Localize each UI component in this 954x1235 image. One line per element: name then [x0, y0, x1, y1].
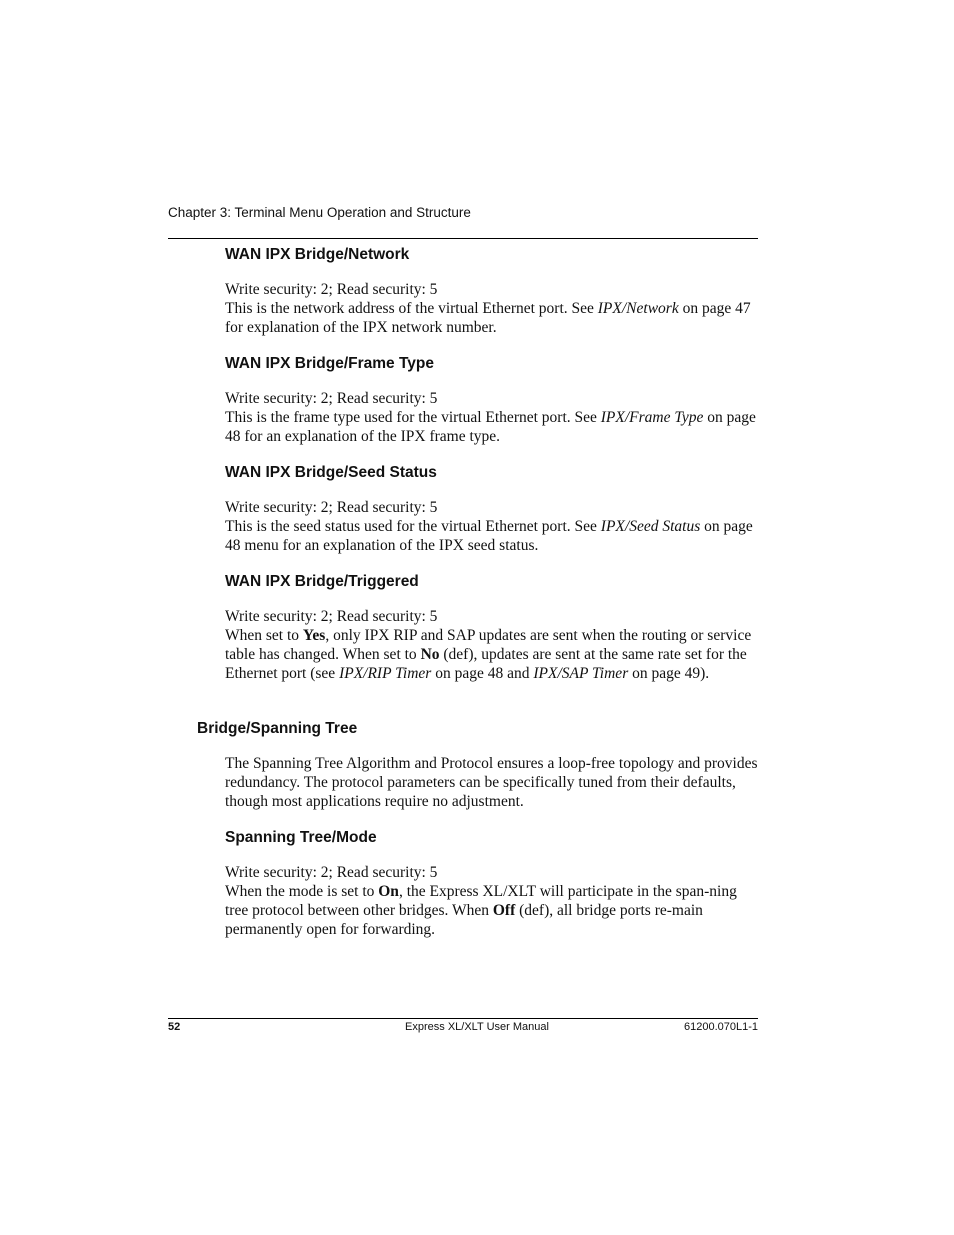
section-body: When the mode is set to On, the Express XL/XLT will participate in the span-ning tree protocol between other bridges. When Off (def), all bridge ports re-main permanently open for forwarding.: [225, 883, 737, 938]
cross-reference: IPX/Seed Status: [600, 518, 701, 535]
section-heading: Spanning Tree/Mode: [225, 829, 377, 846]
security-line: Write security: 2; Read security: 5: [225, 608, 438, 625]
section-bridge-spanning-tree: [197, 719, 760, 811]
section-body: This is the seed status used for the virtual Ethernet port. See IPX/Seed Status on page 48 menu for an explanation of the IPX seed status.: [225, 518, 753, 554]
section-heading: WAN IPX Bridge/Seed Status: [225, 464, 437, 481]
section-wan-ipx-bridge-triggered: [225, 572, 760, 683]
section-spanning-tree-mode: [225, 828, 760, 939]
section-heading: WAN IPX Bridge/Frame Type: [225, 355, 435, 372]
security-line: Write security: 2; Read security: 5: [225, 499, 438, 516]
footer-rule: [168, 1018, 758, 1019]
section-body: This is the network address of the virtual Ethernet port. See IPX/Network on page 47 for explanation of the IPX network number.: [225, 300, 751, 336]
document-code: 61200.070L1-1: [683, 1021, 758, 1033]
security-line: Write security: 2; Read security: 5: [225, 864, 438, 881]
section-wan-ipx-bridge-frame-type: [225, 354, 760, 446]
cross-reference: IPX/Frame Type: [600, 409, 704, 426]
page-number: 52: [168, 1021, 181, 1033]
security-line: Write security: 2; Read security: 5: [225, 281, 438, 298]
section-heading: WAN IPX Bridge/Network: [225, 246, 410, 263]
section-body: This is the frame type used for the virtual Ethernet port. See IPX/Frame Type on page 48 for an explanation of the IPX frame type.: [225, 409, 756, 445]
section-heading: WAN IPX Bridge/Triggered: [225, 573, 419, 590]
manual-title: Express XL/XLT User Manual: [405, 1021, 549, 1033]
security-line: Write security: 2; Read security: 5: [225, 390, 438, 407]
section-body: When set to Yes, only IPX RIP and SAP updates are sent when the routing or service table has changed. When set to No (def), updates are sent at the same rate set for the Ethernet port (see IPX/RIP Timer on page 48 and IPX/SAP Timer on page 49).: [225, 627, 752, 682]
cross-reference: IPX/Network: [597, 300, 679, 317]
section-wan-ipx-bridge-network: [225, 245, 760, 337]
header-rule: [168, 238, 758, 239]
cross-reference: IPX/RIP Timer: [339, 665, 432, 682]
subsection-heading: Bridge/Spanning Tree: [197, 720, 358, 737]
cross-reference: IPX/SAP Timer: [533, 665, 629, 682]
running-header: Chapter 3: Terminal Menu Operation and Structure: [168, 205, 471, 220]
section-wan-ipx-bridge-seed-status: [225, 463, 760, 555]
section-body: The Spanning Tree Algorithm and Protocol ensures a loop-free topology and provides redundancy. The protocol parameters can be specifically tuned from their defaults, though most applications require no adjustment.: [225, 755, 758, 810]
